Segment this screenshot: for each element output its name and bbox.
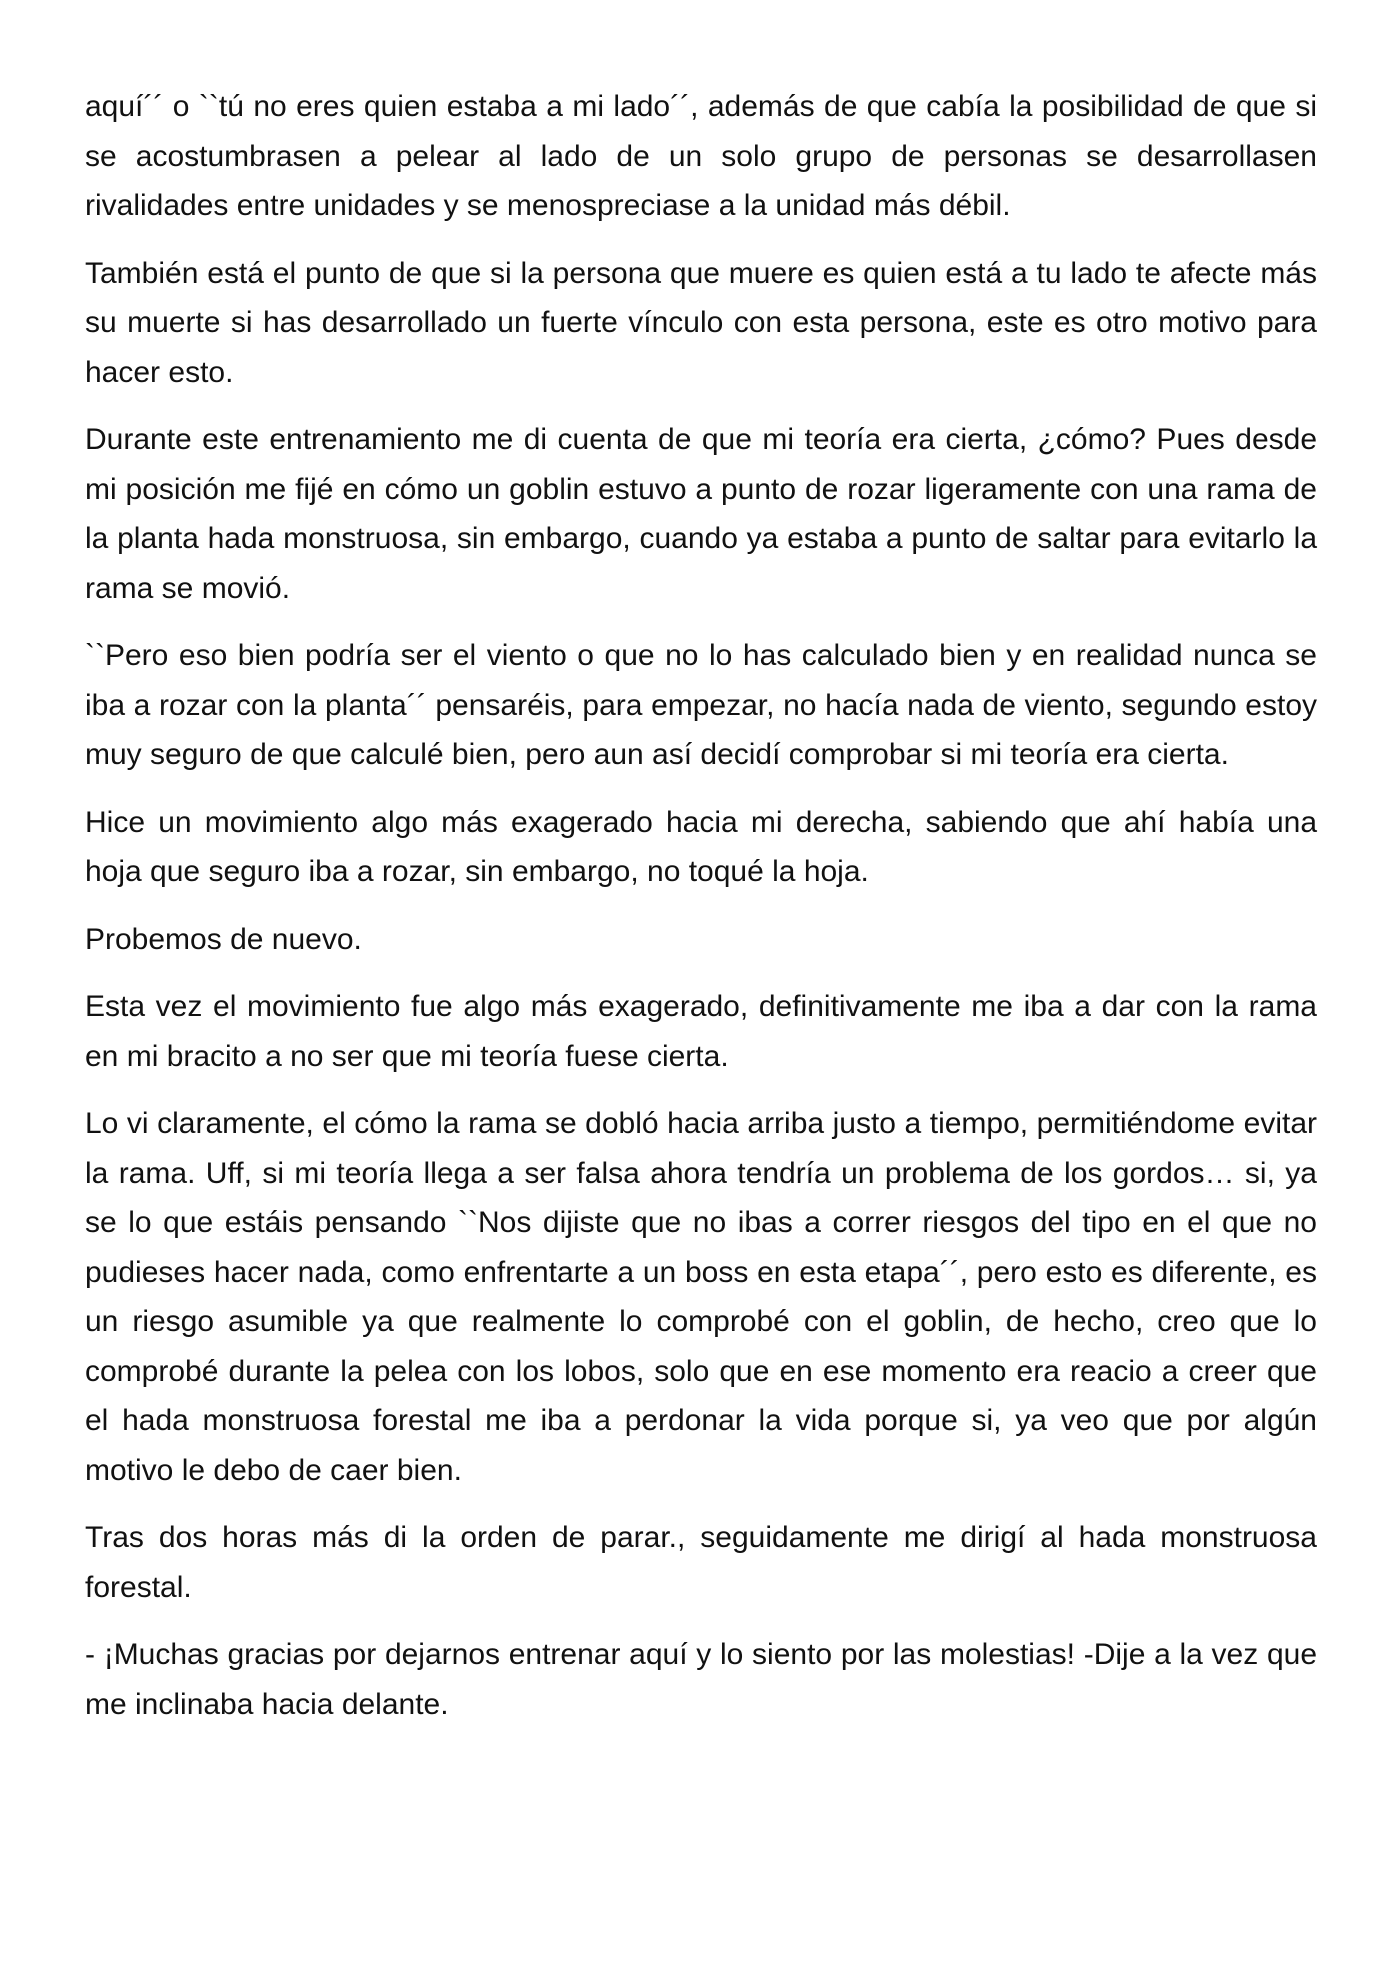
paragraph: - ¡Muchas gracias por dejarnos entrenar aquí y lo siento por las molestias! -Dije a la vez que me inclinaba hacia delante.	[85, 1638, 1317, 1721]
paragraph: Durante este entrenamiento me di cuenta de que mi teoría era cierta, ¿cómo? Pues desde mi posición me fijé en cómo un goblin estuvo a punto de rozar ligeramente con una rama de la planta hada monstruosa, sin embargo, cuando ya estaba a punto de saltar para evitarlo la rama se movió.	[85, 423, 1317, 605]
paragraph: Tras dos horas más di la orden de parar., seguidamente me dirigí al hada monstruosa forestal.	[85, 1521, 1317, 1604]
paragraph: ``Pero eso bien podría ser el viento o que no lo has calculado bien y en realidad nunca se iba a rozar con la planta´´ pensaréis, para empezar, no hacía nada de viento, segundo estoy muy seguro de que calculé bien, pero aun así decidí comprobar si mi teoría era cierta.	[85, 639, 1317, 771]
paragraph: Esta vez el movimiento fue algo más exagerado, definitivamente me iba a dar con la rama en mi bracito a no ser que mi teoría fuese cierta.	[85, 990, 1317, 1073]
paragraph: aquí´´ o ``tú no eres quien estaba a mi lado´´, además de que cabía la posibilidad de que si se acostumbrasen a pelear al lado de un solo grupo de personas se desarrollasen rivalidades entre unidades y se menospreciase a la unidad más débil.	[85, 90, 1317, 222]
paragraph: Hice un movimiento algo más exagerado hacia mi derecha, sabiendo que ahí había una hoja que seguro iba a rozar, sin embargo, no toqué la hoja.	[85, 805, 1317, 888]
paragraph: Lo vi claramente, el cómo la rama se dobló hacia arriba justo a tiempo, permitiéndome evitar la rama. Uff, si mi teoría llega a ser falsa ahora tendría un problema de los gordos… si, ya se lo que estáis pensando ``Nos dijiste que no ibas a correr riesgos del tipo en el que no pudieses hacer nada, como enfrentarte a un boss en esta etapa´´, pero esto es diferente, es un riesgo asumible ya que realmente lo comprobé con el goblin, de hecho, creo que lo comprobé durante la pelea con los lobos, solo que en ese momento era reacio a creer que el hada monstruosa forestal me iba a perdonar la vida porque si, ya veo que por algún motivo le debo de caer bien.	[85, 1107, 1317, 1487]
paragraph: También está el punto de que si la persona que muere es quien está a tu lado te afecte más su muerte si has desarrollado un fuerte vínculo con esta persona, este es otro motivo para hacer esto.	[85, 256, 1317, 389]
paragraph: Probemos de nuevo.	[85, 922, 362, 956]
document-page	[85, 82, 1317, 1747]
